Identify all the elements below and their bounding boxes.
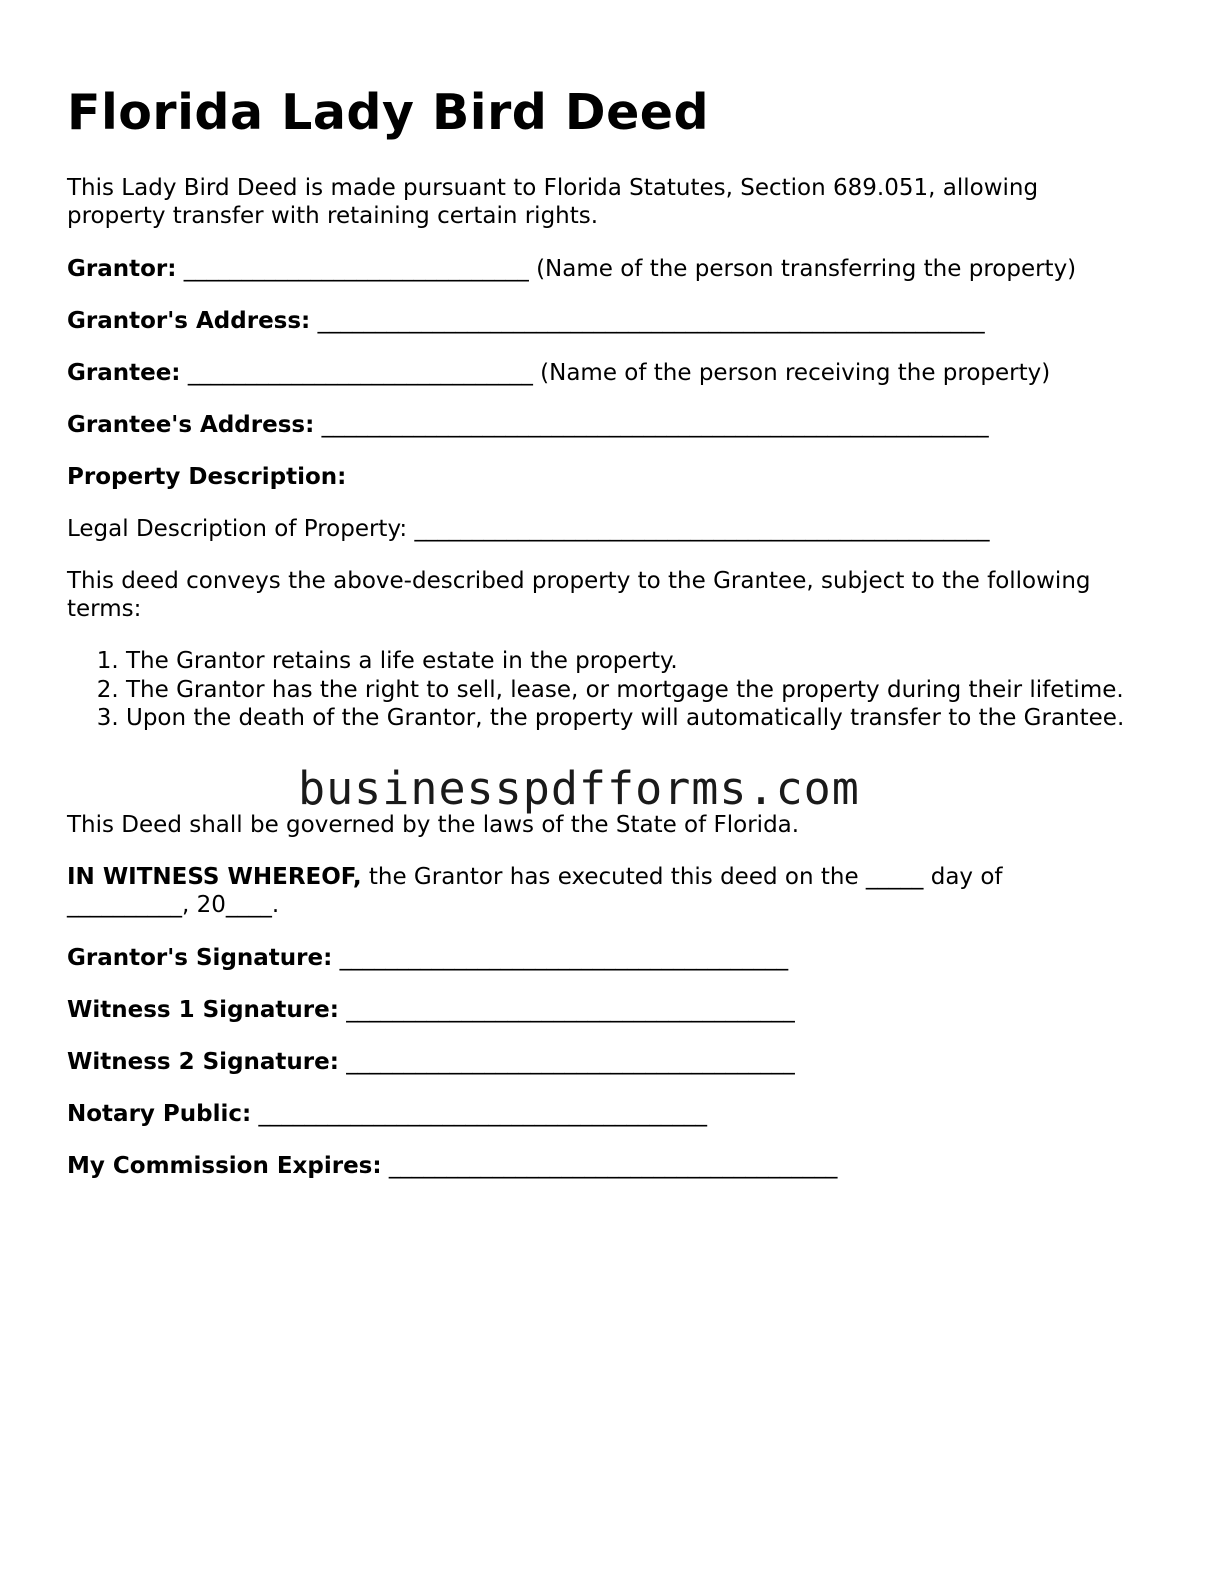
legal-description-field: [67, 515, 989, 543]
grantee-blank[interactable]: ______________________________: [187, 360, 533, 386]
grantor-address-label: Grantor's Address:: [67, 308, 311, 334]
grantee-address-blank[interactable]: __________________________________________________________: [321, 412, 989, 438]
signature-blank[interactable]: _______________________________________: [388, 1153, 838, 1179]
grantor-address-field: [67, 307, 985, 335]
witness1-signature-field: [67, 996, 795, 1024]
signature-label: My Commission Expires:: [67, 1153, 382, 1179]
grantor-signature-field: [67, 944, 788, 972]
legal-description-blank[interactable]: __________________________________________________: [414, 516, 990, 542]
signature-label: Witness 1 Signature:: [67, 997, 339, 1023]
signature-label: Grantor's Signature:: [67, 945, 333, 971]
grantee-address-label: Grantee's Address:: [67, 412, 315, 438]
signature-blank[interactable]: _______________________________________: [258, 1101, 708, 1127]
intro-paragraph: This Lady Bird Deed is made pursuant to Florida Statutes, Section 689.051, allowing property transfer with retaining certain rights.: [67, 175, 1039, 229]
signature-blank[interactable]: _______________________________________: [346, 997, 795, 1023]
grantee-label: Grantee:: [67, 360, 181, 386]
grantor-field: [67, 255, 1076, 283]
witness-paragraph: [67, 863, 1067, 919]
document-title: Florida Lady Bird Deed: [67, 84, 710, 141]
legal-description-label: Legal Description of Property:: [67, 516, 408, 542]
witness-text: the Grantor has executed this deed on the _____ day of __________, 20____.: [67, 864, 1003, 918]
grantee-note: (Name of the person receiving the property): [540, 360, 1051, 386]
terms-list: [67, 647, 1126, 733]
list-item: 2. The Grantor has the right to sell, lease, or mortgage the property during their lifetime.: [126, 676, 1126, 705]
list-item: 1. The Grantor retains a life estate in the property.: [126, 647, 1126, 676]
list-item: 3. Upon the death of the Grantor, the property will automatically transfer to the Grantee.: [126, 704, 1126, 733]
conveys-paragraph: This deed conveys the above-described property to the Grantee, subject to the following terms:: [67, 568, 1091, 622]
grantor-blank[interactable]: ______________________________: [183, 256, 529, 282]
grantee-address-field: [67, 411, 989, 439]
grantee-field: [67, 359, 1050, 387]
signature-label: Notary Public:: [67, 1101, 252, 1127]
watermark-text: businesspdfforms.com: [298, 762, 860, 815]
witness2-signature-field: [67, 1048, 795, 1076]
commission-expires-field: [67, 1152, 837, 1180]
governing-law-paragraph: This Deed shall be governed by the laws of the State of Florida.: [67, 812, 800, 838]
notary-public-field: [67, 1100, 707, 1128]
grantor-label: Grantor:: [67, 256, 177, 282]
grantor-note: (Name of the person transferring the property): [536, 256, 1077, 282]
signature-blank[interactable]: _______________________________________: [339, 945, 789, 971]
property-description-heading: Property Description:: [67, 464, 347, 490]
signature-blank[interactable]: _______________________________________: [346, 1049, 795, 1075]
witness-bold: IN WITNESS WHEREOF,: [67, 864, 362, 890]
signature-label: Witness 2 Signature:: [67, 1049, 339, 1075]
grantor-address-blank[interactable]: __________________________________________________________: [317, 308, 985, 334]
